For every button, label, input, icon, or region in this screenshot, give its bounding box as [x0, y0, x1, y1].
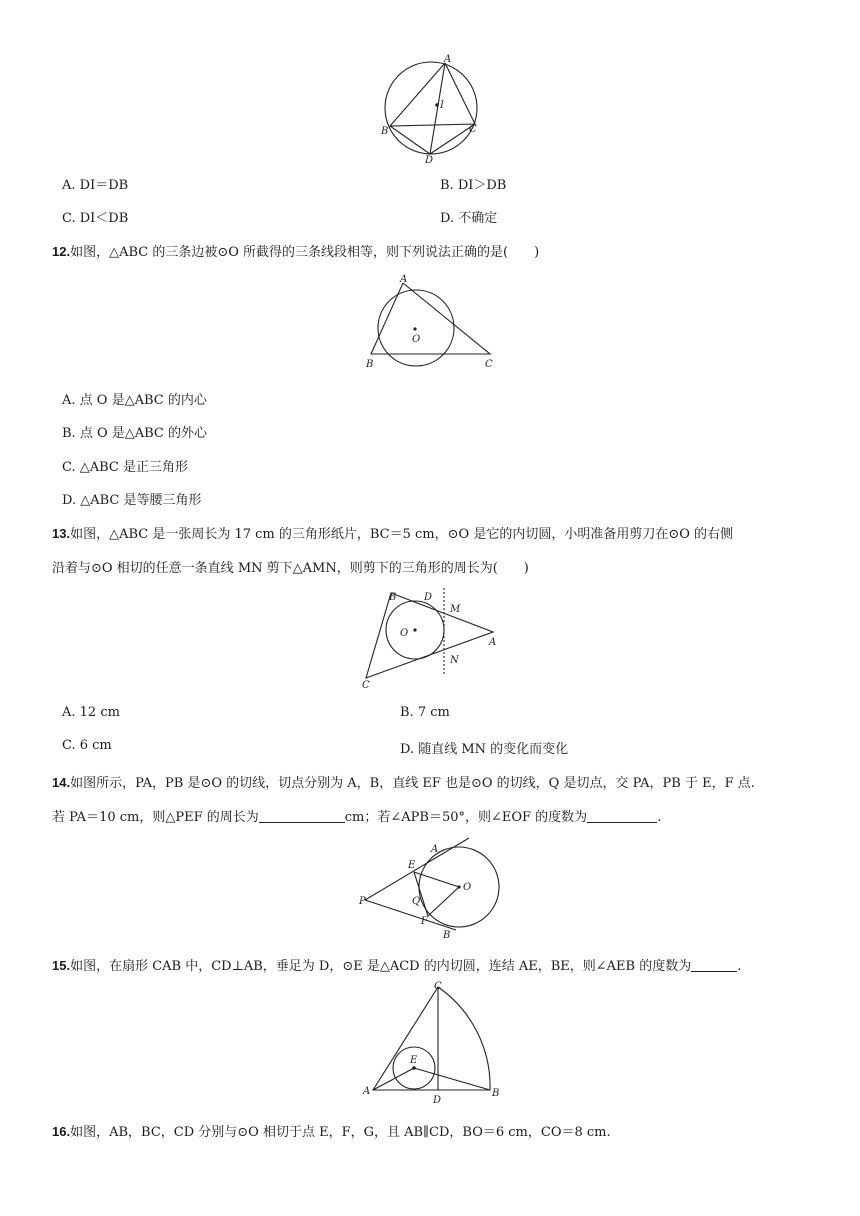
q12-option-c[interactable]: C. △ABC 是正三角形 — [62, 460, 189, 475]
center-O — [413, 628, 416, 631]
label-I: I — [440, 100, 444, 111]
q14-text-a: 若 PA＝10 cm，则△PEF 的周长为 — [52, 810, 259, 825]
label-E: E — [408, 860, 416, 871]
label-A: A — [431, 844, 439, 855]
q12-option-d[interactable]: D. △ABC 是等腰三角形 — [62, 493, 202, 508]
q12-option-b[interactable]: B. 点 O 是△ABC 的外心 — [62, 426, 207, 441]
label-O: O — [463, 882, 472, 893]
circle-O — [385, 62, 477, 154]
q13-option-a[interactable]: A. 12 cm — [62, 705, 120, 720]
segment-BE — [414, 1068, 490, 1090]
label-F: F — [421, 916, 428, 927]
q16-stem — [52, 1121, 611, 1140]
q11-option-b[interactable]: B. DI＞DB — [440, 178, 507, 193]
label-B: B — [443, 930, 451, 941]
q15-blank[interactable] — [691, 959, 737, 972]
label-M: M — [450, 604, 461, 615]
q14-blank-1[interactable] — [259, 810, 345, 823]
figure-15 — [360, 980, 510, 1105]
label-O: O — [400, 628, 409, 639]
figure-12 — [360, 272, 510, 372]
q11-option-a[interactable]: A. DI＝DB — [62, 178, 129, 193]
tangent-EF — [414, 872, 428, 916]
q12-number: 12. — [52, 244, 71, 259]
q15-stem — [52, 955, 741, 974]
label-D: D — [433, 1095, 442, 1106]
triangle-ABC — [366, 593, 493, 678]
label-A: A — [489, 637, 497, 648]
figure-13 — [358, 588, 508, 693]
segment-FO — [428, 887, 459, 916]
incenter-I — [435, 103, 439, 107]
label-O: O — [412, 334, 421, 345]
q15-text-end: . — [737, 959, 742, 974]
q13-option-c[interactable]: C. 6 cm — [62, 738, 112, 753]
center-E — [412, 1066, 416, 1070]
label-A: A — [400, 274, 408, 285]
label-P: P — [359, 896, 366, 907]
triangle-ABC — [390, 63, 475, 126]
label-C: C — [434, 981, 442, 992]
q15-text: 如图，在扇形 CAB 中，CD⊥AB，垂足为 D，⊙E 是△ACD 的内切圆，连结 AE，BE，则∠AEB 的度数为 — [70, 959, 692, 974]
q14-text-line1: 如图所示，PA，PB 是⊙O 的切线，切点分别为 A，B，直线 EF 也是⊙O 的切线，Q 是切点，交 PA，PB 于 E，F 点. — [70, 776, 755, 791]
label-E: E — [410, 1055, 418, 1066]
q13-text-line1: 如图，△ABC 是一张周长为 17 cm 的三角形纸片，BC＝5 cm，⊙O 是它的内切圆，小明准备用剪刀在⊙O 的右侧 — [70, 527, 734, 542]
label-C: C — [469, 124, 477, 135]
center-O — [413, 327, 416, 330]
label-A: A — [363, 1086, 371, 1097]
label-B: B — [389, 592, 397, 603]
figure-14 — [356, 838, 506, 943]
figure-11 — [370, 50, 500, 165]
q14-number: 14. — [52, 775, 71, 790]
q12-text: 如图，△ABC 的三条边被⊙O 所截得的三条线段相等，则下列说法正确的是( ) — [70, 245, 540, 260]
label-D: D — [425, 155, 434, 166]
q12-option-a[interactable]: A. 点 O 是△ABC 的内心 — [62, 393, 207, 408]
label-A: A — [444, 54, 452, 65]
label-N: N — [450, 655, 459, 666]
q13-option-d[interactable]: D. 随直线 MN 的变化而变化 — [400, 742, 569, 757]
q11-option-d[interactable]: D. 不确定 — [440, 211, 498, 226]
q14-stem-line1 — [52, 772, 755, 791]
center-O — [457, 885, 460, 888]
tangent-PA — [365, 838, 472, 900]
segment-EO — [414, 872, 459, 887]
label-B: B — [381, 126, 389, 137]
triangle-ABC — [371, 283, 490, 354]
q15-number: 15. — [52, 958, 71, 973]
segment-BD — [390, 126, 430, 154]
q13-option-b[interactable]: B. 7 cm — [400, 705, 450, 720]
label-C: C — [362, 680, 370, 691]
q13-number: 13. — [52, 526, 71, 541]
q14-stem-line2 — [52, 806, 661, 825]
q16-number: 16. — [52, 1124, 71, 1139]
q16-text: 如图，AB，BC，CD 分别与⊙O 相切于点 E，F，G，且 AB∥CD，BO＝6 cm，CO＝8 cm. — [70, 1125, 611, 1140]
q14-text-b: cm；若∠APB＝50°，则∠EOF 的度数为 — [344, 810, 588, 825]
q12-stem — [52, 241, 539, 260]
label-D: D — [424, 592, 433, 603]
q14-blank-2[interactable] — [587, 810, 657, 823]
q13-stem-line2: 沿着与⊙O 相切的任意一条直线 MN 剪下△AMN，则剪下的三角形的周长为( ) — [52, 561, 529, 576]
label-C: C — [485, 359, 493, 370]
sector-CAB — [373, 987, 490, 1090]
q13-stem-line1 — [52, 523, 733, 542]
q11-option-c[interactable]: C. DI＜DB — [62, 211, 129, 226]
tangent-PB — [365, 900, 456, 930]
q14-text-c: . — [657, 810, 662, 825]
label-Q: Q — [412, 896, 421, 907]
label-B: B — [492, 1088, 500, 1099]
label-B: B — [366, 359, 374, 370]
